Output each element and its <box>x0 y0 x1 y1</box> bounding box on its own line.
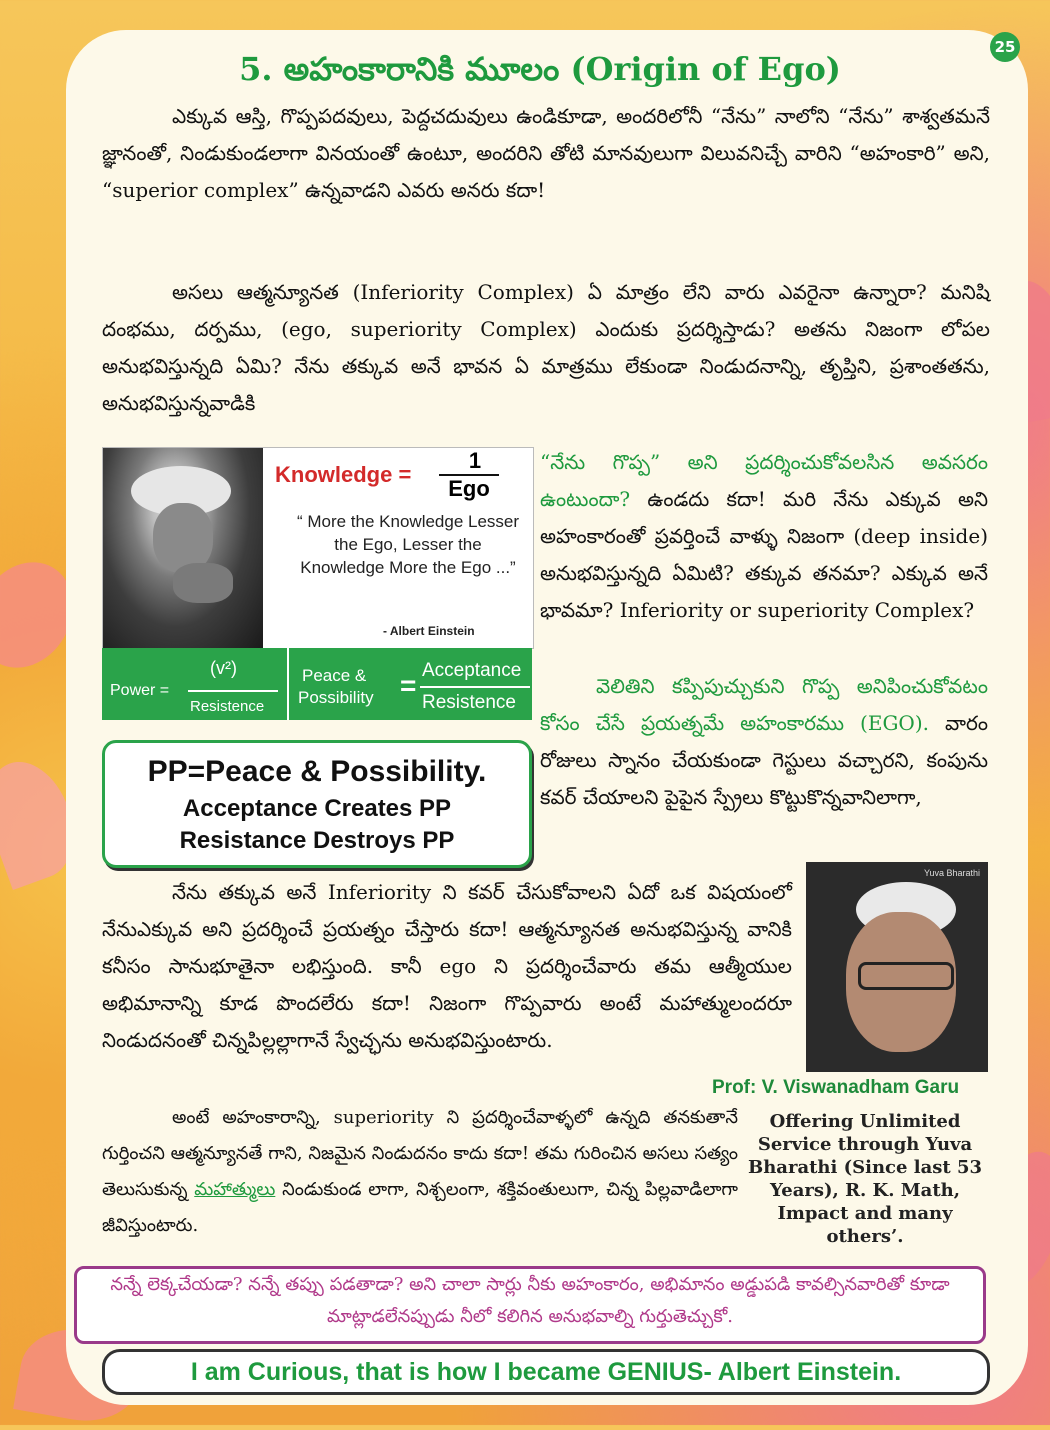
power-fraction-line <box>188 690 278 692</box>
paragraph-3-highlight: “నేను గొప్ప” అని ప్రదర్శించుకోవలసిన అవసరం ఉంటుందా? <box>540 450 988 511</box>
formula-bar <box>102 648 532 720</box>
peace-numerator: Acceptance <box>422 660 522 681</box>
pp-line-1: PP=Peace & Possibility. <box>147 755 487 788</box>
paragraph-6-link: మహాత్ములు <box>194 1179 276 1200</box>
paragraph-6-part-b: నిండుకుండ లాగా, నిశ్చలంగా, శక్తివంతులుగా, చిన్న పిల్లవాడిలాగా జీవిస్తుంటారు. <box>102 1179 738 1236</box>
professor-photo <box>806 862 988 1072</box>
einstein-author: - Albert Einstein <box>383 624 475 638</box>
professor-caption: Prof: V. Viswanadham Garu <box>712 1077 960 1098</box>
einstein-card <box>102 447 534 649</box>
equals-sign: = <box>400 670 417 701</box>
formula-divider <box>287 648 289 720</box>
peace-fraction-line <box>420 686 530 688</box>
reflection-box: నన్నే లెక్కచేయడా? నన్నే తప్పు పడతాడా? అని చాలా సార్లు నీకు అహంకారం, అభిమానం అడ్డుపడి కావల్సినవారితో కూడా మాట్లాడలేనప్పుడు నీలో కలిగిన అనుభవాల్ని గుర్తుతెచ్చుకో. <box>74 1266 986 1344</box>
paragraph-5: నేను తక్కువ అనే Inferiority ని కవర్ చేసుకోవాలని ఏదో ఒక విషయంలో నేనుఎక్కువ అని ప్రదర్శించే ప్రయత్నం చేస్తారు కదా! ఆత్మన్యూనత అనుభవిస్తున్న వానికి కనీసం సానుభూతైనా లభిస్తుంది. కానీ ego ని ప్రదర్శించేవారు తమ ఆత్మీయుల అభిమానాన్ని కూడ పొందలేరు కదా! నిజంగా గొప్పవారు అంటే మహాత్ములందరూ నిండుదనంతో చిన్నపిల్లల్లాగానే స్వేచ్ఛను అనుభవిస్తుంటారు. <box>102 880 792 1052</box>
page-number: 25 <box>990 32 1020 62</box>
knowledge-numerator: 1 <box>468 448 482 473</box>
einstein-quote: “ More the Knowledge Lesser the Ego, Lesser the Knowledge More the Ego ...” <box>296 512 520 577</box>
paragraph-3-rest: ఉండదు కదా! మరి నేను ఎక్కువ అని అహంకారంతో ప్రవర్తించే వాళ్ళు నిజంగా (deep inside) అనుభవిస్తున్నది ఏమిటి? తక్కువ తనమా? ఎక్కువ అనే భావమా? Inferiority or superiority Complex? <box>540 487 988 622</box>
knowledge-denominator: Ego <box>448 476 490 501</box>
pp-line-2: Acceptance Creates PP <box>182 795 452 822</box>
paragraph-6-part-a: అంటే అహంకారాన్ని, superiority ని ప్రదర్శించేవాళ్ళలో ఉన్నది తనకుతానే గుర్తించని ఆత్మన్యూనతే గాని, నిజమైన నిండుదనం కాదు కదా! తమ గురించిన అసలు సత్యం తెలుసుకున్న <box>102 1107 738 1200</box>
paragraph-4 <box>540 668 988 816</box>
paragraph-6 <box>102 1100 738 1244</box>
paragraph-3 <box>540 444 988 629</box>
knowledge-formula-label: Knowledge = <box>275 462 412 487</box>
einstein-quote-banner: I am Curious, that is how I became GENIUS- Albert Einstein. <box>102 1349 990 1395</box>
page-title: 5. అహంకారానికి మూలం (Origin of Ego) <box>239 50 841 88</box>
pp-box <box>102 740 532 868</box>
peace-label-1: Peace & <box>302 666 367 685</box>
peace-label-2: Possibility <box>298 688 374 707</box>
photo-watermark: Yuva Bharathi <box>923 868 980 878</box>
peace-denominator: Resistence <box>422 692 516 713</box>
paragraph-1: ఎక్కువ ఆస్తి, గొప్పపదవులు, పెద్దచదువులు ఉండికూడా, అందరిలోనీ “నేను” నాలోని “నేను” శాశ్వతమనే జ్ఞానంతో, నిండుకుండలాగా వినయంతో ఉంటూ, అందరిని తోటి మానవులుగా విలువనిచ్చే వారిని “అహంకారి” అని, “superior complex” ఉన్నవాడని ఎవరు అనరు కదా! <box>102 104 990 202</box>
power-denominator: Resistence <box>190 698 265 715</box>
paragraph-2: అసలు ఆత్మన్యూనత (Inferiority Complex) ఏ మాత్రం లేని వారు ఎవరైనా ఉన్నారా? మనిషి దంభము, దర్పము, (ego, superiority Complex) ఎందుకు ప్రదర్శిస్తాడు? అతను నిజంగా లోపల అనుభవిస్తున్నది ఏమి? నేను తక్కువ అనే భావన ఏ మాత్రము లేకుండా నిండుదనాన్ని, తృప్తిని, ప్రశాంతతను, అనుభవిస్తున్నవాడికి <box>102 280 990 415</box>
paragraph-4-rest: వారం రోజులు స్నానం చేయకుండా గెస్టులు వచ్చారని, కంపును కవర్ చేయాలని పైపైన స్ప్రేలు కొట్టుకొన్నవానిలాగా, <box>540 711 988 809</box>
offering-text: Offering Unlimited Service through Yuva Bharathi (Since last 53 Years), R. K. Math, Impact and many others’. <box>748 1111 982 1247</box>
einstein-photo <box>103 448 263 648</box>
pp-line-3: Resistance Destroys PP <box>179 827 455 854</box>
power-numerator: (v²) <box>210 658 237 678</box>
paragraph-4-highlight: వెలితిని కప్పిపుచ్చుకుని గొప్ప అనిపించుకోవటం కోసం చేసే ప్రయత్నమే అహంకారము (EGO). <box>540 674 988 735</box>
power-label: Power = <box>110 682 170 699</box>
